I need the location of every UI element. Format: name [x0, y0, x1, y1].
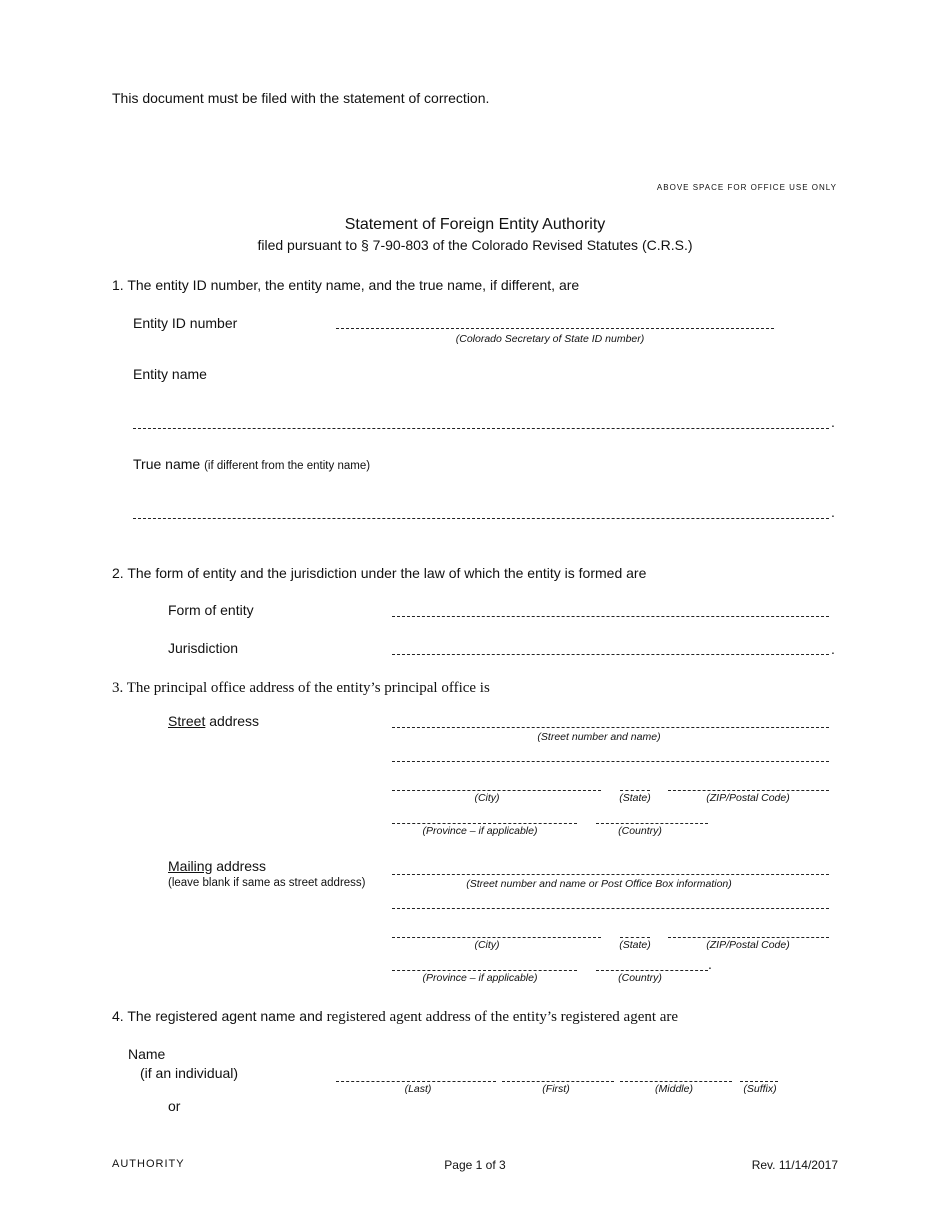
footer-page-number: Page 1 of 3	[444, 1158, 506, 1172]
mailing-label-rest: address	[212, 858, 267, 874]
mailing-state-caption: (State)	[619, 939, 651, 951]
mailing-address-hint: (leave blank if same as street address)	[168, 877, 366, 889]
street-state-caption: (State)	[619, 792, 651, 804]
document-subtitle: filed pursuant to § 7-90-803 of the Colorado Revised Statutes (C.R.S.)	[257, 237, 693, 253]
agent-first-caption: (First)	[542, 1083, 570, 1095]
agent-middle-field[interactable]	[620, 1081, 732, 1082]
document-title: Statement of Foreign Entity Authority	[344, 216, 606, 233]
street-label-underlined: Street	[168, 713, 206, 729]
street-line2-field[interactable]	[392, 761, 829, 762]
true-name-field[interactable]	[133, 518, 829, 519]
street-zip-caption: (ZIP/Postal Code)	[706, 792, 790, 804]
true-name-label	[133, 456, 370, 472]
jurisdiction-field[interactable]	[392, 654, 829, 655]
mailing-country-field[interactable]	[596, 970, 708, 971]
mailing-line2-field[interactable]	[392, 908, 829, 909]
agent-middle-caption: (Middle)	[655, 1083, 693, 1095]
section-1-heading: 1. The entity ID number, the entity name, and the true name, if different, are	[112, 277, 580, 293]
agent-suffix-field[interactable]	[740, 1081, 778, 1082]
mailing-city-caption: (City)	[474, 939, 500, 951]
agent-last-caption: (Last)	[404, 1083, 432, 1095]
street-city-caption: (City)	[474, 792, 500, 804]
section-2-heading: 2. The form of entity and the jurisdiction under the law of which the entity is formed are	[112, 565, 647, 581]
section-3-heading: 3. The principal office address of the entity’s principal office is	[112, 680, 490, 696]
agent-name-hint: (if an individual)	[140, 1065, 239, 1081]
street-state-field[interactable]	[620, 790, 650, 791]
mailing-city-field[interactable]	[392, 937, 601, 938]
mailing-zip-caption: (ZIP/Postal Code)	[706, 939, 790, 951]
street-country-caption: (Country)	[618, 825, 662, 837]
agent-name-label: Name	[128, 1046, 166, 1062]
jurisdiction-label: Jurisdiction	[168, 640, 239, 656]
form-of-entity-field[interactable]	[392, 616, 829, 617]
mailing-country-caption: (Country)	[618, 972, 662, 984]
mailing-label-underlined: Mailing	[168, 858, 213, 874]
mailing-number-field[interactable]	[392, 874, 829, 875]
mailing-province-caption: (Province – if applicable)	[422, 972, 538, 984]
street-address-label	[168, 713, 259, 729]
street-province-field[interactable]	[392, 823, 577, 824]
entity-id-caption: (Colorado Secretary of State ID number)	[455, 333, 645, 345]
mailing-address-label	[168, 858, 266, 874]
section-4-heading-a: 4. The registered agent name and	[112, 1008, 327, 1024]
street-number-caption: (Street number and name)	[537, 731, 661, 743]
or-label: or	[168, 1098, 181, 1114]
street-number-field[interactable]	[392, 727, 829, 728]
street-province-caption: (Province – if applicable)	[422, 825, 538, 837]
street-label-rest: address	[205, 713, 260, 729]
mailing-state-field[interactable]	[620, 937, 650, 938]
street-city-field[interactable]	[392, 790, 601, 791]
mailing-number-caption: (Street number and name or Post Office Box information)	[466, 878, 732, 890]
entity-id-field[interactable]	[336, 328, 774, 329]
agent-suffix-caption: (Suffix)	[743, 1083, 777, 1095]
section-4-heading	[112, 1008, 678, 1026]
mailing-province-field[interactable]	[392, 970, 577, 971]
agent-first-field[interactable]	[502, 1081, 614, 1082]
entity-id-label: Entity ID number	[133, 315, 238, 331]
street-country-field[interactable]	[596, 823, 708, 824]
true-name-label-text: True name	[133, 456, 201, 472]
street-zip-field[interactable]	[668, 790, 829, 791]
form-of-entity-label: Form of entity	[168, 602, 254, 618]
agent-last-field[interactable]	[336, 1081, 496, 1082]
mailing-zip-field[interactable]	[668, 937, 829, 938]
section-4-heading-b: registered agent address of the entity’s registered agent are	[326, 1009, 679, 1025]
entity-name-label: Entity name	[133, 366, 207, 382]
entity-name-field[interactable]	[133, 428, 829, 429]
footer-revision: Rev. 11/14/2017	[751, 1158, 838, 1172]
true-name-hint: (if different from the entity name)	[204, 460, 371, 472]
filing-note: This document must be filed with the statement of correction.	[112, 90, 490, 106]
footer-form-name: AUTHORITY	[112, 1158, 185, 1170]
office-use-label: ABOVE SPACE FOR OFFICE USE ONLY	[656, 183, 837, 192]
